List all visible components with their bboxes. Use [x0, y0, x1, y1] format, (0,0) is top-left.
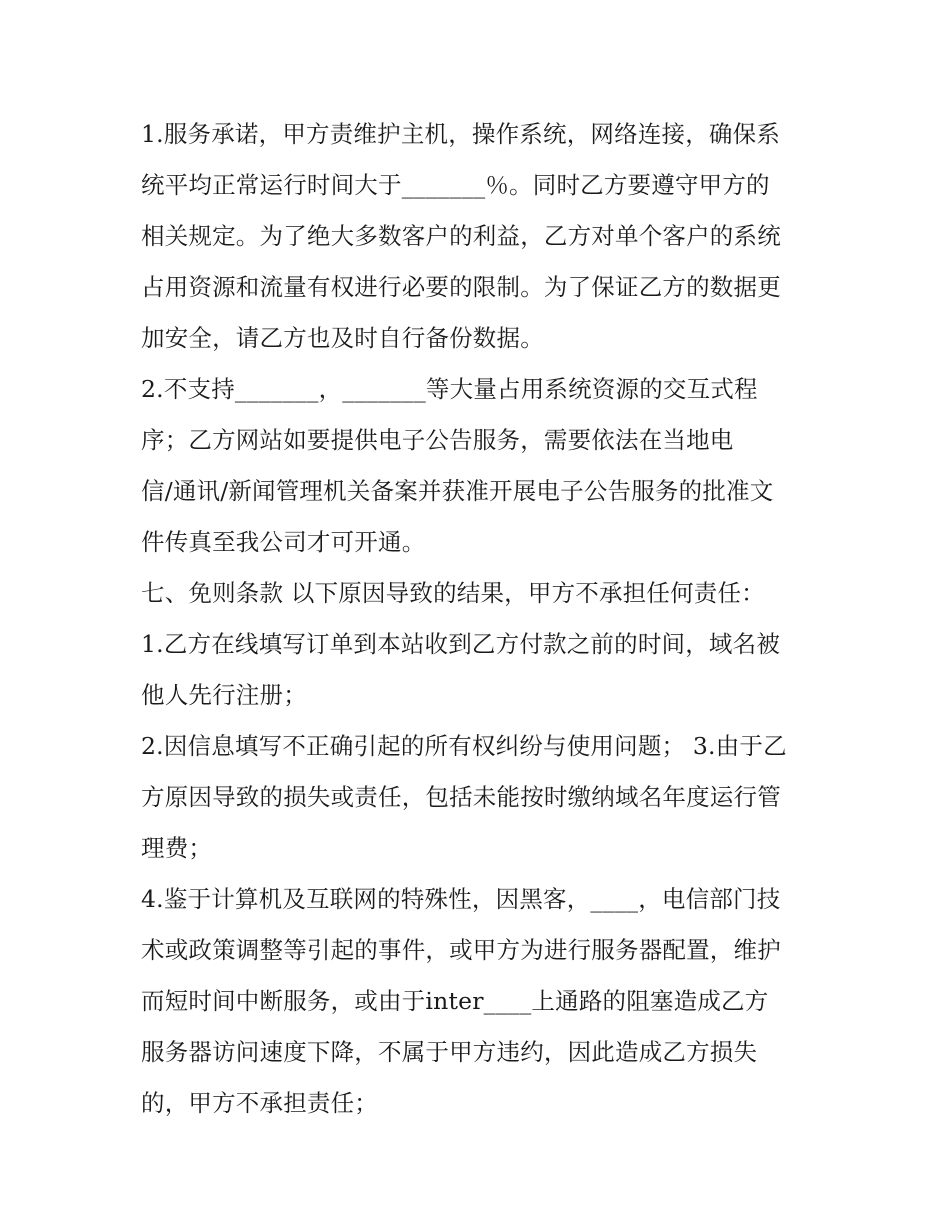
disclaimer-item-4	[141, 874, 850, 1129]
text-line: 加安全，请乙方也及时自行备份数据。	[141, 324, 544, 352]
text-line: 2.不支持_______，_______等大量占用系统资源的交互式程	[141, 375, 758, 403]
text-line: 1.服务承诺，甲方责维护主机，操作系统，网络连接，确保系	[141, 120, 781, 148]
text-line: 占用资源和流量有权进行必要的限制。为了保证乙方的数据更	[141, 273, 781, 301]
section-heading-disclaimer	[141, 568, 850, 619]
text-line: 1.乙方在线填写订单到本站收到乙方付款之前的时间，域名被	[141, 630, 781, 658]
text-line: 七、免则条款 以下原因导致的结果，甲方不承担任何责任：	[141, 579, 765, 607]
text-line: 信/通讯/新闻管理机关备案并获准开展电子公告服务的批准文	[141, 477, 774, 505]
text-line: 理费；	[141, 834, 213, 862]
text-line: 的，甲方不承担责任；	[141, 1089, 378, 1117]
text-line: 4.鉴于计算机及互联网的特殊性，因黑客，____，电信部门技	[141, 885, 781, 913]
text-line: 而短时间中断服务，或由于inter____上通路的阻塞造成乙方	[141, 987, 769, 1015]
text-line: 序；乙方网站如要提供电子公告服务，需要依法在当地电	[141, 426, 734, 454]
text-line: 他人先行注册；	[141, 681, 307, 709]
clause-unsupported-programs	[141, 364, 850, 568]
clause-service-commitment	[141, 109, 850, 364]
text-line: 件传真至我公司才可开通。	[141, 528, 426, 556]
text-line: 方原因导致的损失或责任，包括未能按时缴纳域名年度运行管	[141, 783, 781, 811]
disclaimer-item-1	[141, 619, 850, 721]
text-line: 2.因信息填写不正确引起的所有权纠纷与使用问题； 3.由于乙	[141, 732, 787, 760]
disclaimer-item-2-3	[141, 721, 850, 874]
text-line: 术或政策调整等引起的事件，或甲方为进行服务器配置，维护	[141, 936, 781, 964]
text-line: 统平均正常运行时间大于_______％。同时乙方要遵守甲方的	[141, 171, 770, 199]
text-line: 相关规定。为了绝大多数客户的利益，乙方对单个客户的系统	[141, 222, 781, 250]
text-line: 服务器访问速度下降，不属于甲方违约，因此造成乙方损失	[141, 1038, 758, 1066]
